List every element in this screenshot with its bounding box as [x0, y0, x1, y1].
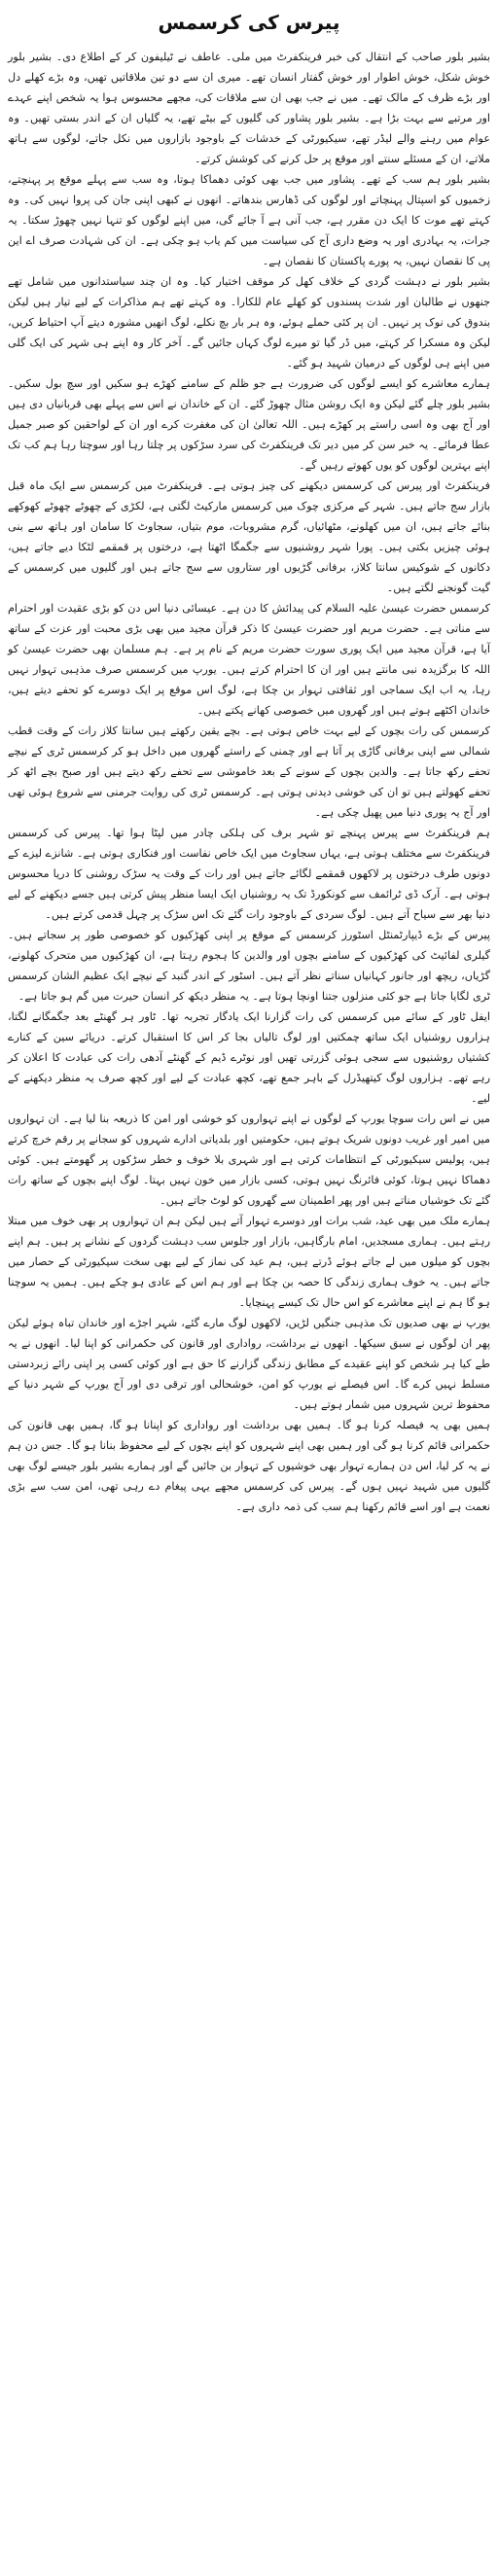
article-paragraph: ہم فرینکفرٹ سے پیرس پہنچے تو شہر برف کی ہلکی چادر میں لپٹا ہوا تھا۔ پیرس کی کرسمس فرینکفرٹ سے مختلف ہوتی ہے، یہاں سجاوٹ میں ایک خاص نفاست اور فنکاری ہوتی ہے۔ شانزے لیزے کے دونوں طرف درختوں پر لاکھوں قمقمے لگائے جاتے ہیں اور رات کے وقت یہ سڑک روشنی کا دریا محسوس ہوتی ہے۔ آرک ڈی ٹرائمف سے کونکورڈ تک یہ روشنیاں ایک ایسا منظر پیش کرتی ہیں جسے دیکھنے کے لیے دنیا بھر سے سیاح آتے ہیں۔ لوگ سردی کے باوجود رات گئے تک اس سڑک پر چہل قدمی کرتے ہیں۔	[8, 827, 490, 921]
article-paragraph: کرسمس حضرت عیسیٰ علیہ السلام کی پیدائش کا دن ہے۔ عیسائی دنیا اس دن کو بڑی عقیدت اور احترام سے مناتی ہے۔ حضرت مریم اور حضرت عیسیٰ کا ذکر قرآن مجید میں بھی بڑی محبت اور عزت کے ساتھ آیا ہے، قرآن مجید میں ایک پوری سورت حضرت مریم کے نام پر ہے۔ ہم مسلمان بھی حضرت عیسیٰ کو اللہ کا برگزیدہ نبی مانتے ہیں اور ان کا احترام کرتے ہیں۔ یورپ میں کرسمس صرف مذہبی تہوار نہیں رہا، یہ اب ایک سماجی اور ثقافتی تہوار بن چکا ہے، لوگ اس موقع پر ایک دوسرے کو تحفے دیتے ہیں، خاندان اکٹھے ہوتے ہیں اور گھروں میں خصوصی کھانے پکتے ہیں۔	[8, 602, 490, 717]
article-paragraph: ہمارے معاشرے کو ایسے لوگوں کی ضرورت ہے جو ظلم کے سامنے کھڑے ہو سکیں اور سچ بول سکیں۔ بشیر بلور چلے گئے لیکن وہ ایک روشن مثال چھوڑ گئے۔ ان کے خاندان نے اس سے پہلے بھی قربانیاں دی ہیں اور آج بھی وہ اسی راستے پر کھڑے ہیں۔ اللہ تعالیٰ ان کی مغفرت کرے اور ان کے لواحقین کو صبر جمیل عطا فرمائے۔ یہ خبر سن کر میں دیر تک فرینکفرٹ کی سرد سڑکوں پر چلتا رہا اور سوچتا رہا ہم کب تک اپنے بہترین لوگوں کو یوں کھوتے رہیں گے۔	[8, 377, 490, 472]
article-paragraph: میں نے اس رات سوچا یورپ کے لوگوں نے اپنے تہواروں کو خوشی اور امن کا ذریعہ بنا لیا ہے۔ ان تہواروں میں امیر اور غریب دونوں شریک ہوتے ہیں، حکومتیں اور بلدیاتی ادارے شہروں کو سجانے پر رقم خرچ کرتے ہیں، پولیس سیکیورٹی کے انتظامات کرتی ہے اور شہری بلا خوف و خطر سڑکوں پر گھومتے ہیں۔ کوئی دھماکا نہیں ہوتا، کوئی فائرنگ نہیں ہوتی، کسی بازار میں خون نہیں بہتا۔ لوگ اپنے بچوں کے ساتھ رات گئے تک خوشیاں مناتے ہیں اور پھر اطمینان سے گھروں کو لوٹ جاتے ہیں۔	[8, 1112, 490, 1207]
article-paragraph: بشیر بلور صاحب کے انتقال کی خبر فرینکفرٹ میں ملی۔ عاطف نے ٹیلیفون کر کے اطلاع دی۔ بشیر بلور خوش شکل، خوش اطوار اور خوش گفتار انسان تھے۔ میری ان سے دو تین ملاقاتیں تھیں، وہ بڑے کھلے دل اور بڑے ظرف کے مالک تھے۔ میں نے جب بھی ان سے ملاقات کی، مجھے محسوس ہوا یہ شخص اپنے عہدے اور مرتبے سے بہت بڑا ہے۔ بشیر بلور پشاور کی گلیوں کے بیٹے تھے، یہ گلیاں ان کے اندر بستی تھیں۔ وہ عوام میں رہنے والے لیڈر تھے، سیکیورٹی کے خدشات کے باوجود بازاروں میں نکل جاتے، لوگوں سے ہاتھ ملاتے، ان کے مسئلے سنتے اور موقع پر حل کرنے کی کوشش کرتے۔	[8, 51, 490, 165]
article-paragraph: یورپ نے بھی صدیوں تک مذہبی جنگیں لڑیں، لاکھوں لوگ مارے گئے، شہر اجڑے اور خاندان تباہ ہوئے لیکن پھر ان لوگوں نے سبق سیکھا۔ انھوں نے برداشت، رواداری اور قانون کی حکمرانی کو اپنا لیا۔ انھوں نے یہ طے کیا ہر شخص کو اپنے عقیدے کے مطابق زندگی گزارنے کا حق ہے اور کوئی کسی پر اپنی رائے زبردستی مسلط نہیں کرے گا۔ اس فیصلے نے یورپ کو امن، خوشحالی اور ترقی دی اور آج یورپ کے شہر دنیا کے محفوظ ترین شہروں میں شمار ہوتے ہیں۔	[8, 1317, 490, 1411]
article-title: پیرس کی کرسمس	[158, 11, 340, 34]
article-paragraph: فرینکفرٹ اور پیرس کی کرسمس دیکھنے کی چیز ہوتی ہے۔ فرینکفرٹ میں کرسمس سے ایک ماہ قبل بازار سج جاتے ہیں۔ شہر کے مرکزی چوک میں کرسمس مارکیٹ لگتی ہے، لکڑی کے چھوٹے چھوٹے کھوکھے بنائے جاتے ہیں، ان میں کھلونے، مٹھائیاں، گرم مشروبات، موم بتیاں، سجاوٹ کا سامان اور ہاتھ سے بنی ہوئی چیزیں بکتی ہیں۔ پورا شہر روشنیوں سے جگمگا اٹھتا ہے، درختوں پر قمقمے لٹکا دیے جاتے ہیں، دکانوں کے شوکیس سانتا کلاز، برفانی گڑیوں اور ستاروں سے سج جاتے ہیں اور گلیوں میں کرسمس کے گیت گونجنے لگتے ہیں۔	[8, 479, 490, 594]
article-paragraph: کرسمس کی رات بچوں کے لیے بہت خاص ہوتی ہے۔ بچے یقین رکھتے ہیں سانتا کلاز رات کے وقت قطب شمالی سے اپنی برفانی گاڑی پر آتا ہے اور چمنی کے راستے گھروں میں داخل ہو کر کرسمس ٹری کے نیچے تحفے رکھ جاتا ہے۔ والدین بچوں کے سونے کے بعد خاموشی سے تحفے رکھ دیتے ہیں اور صبح بچے اٹھ کر تحفے کھولتے ہیں تو ان کی خوشی دیدنی ہوتی ہے۔ کرسمس ٹری کی روایت جرمنی سے شروع ہوئی تھی اور آج یہ پوری دنیا میں پھیل چکی ہے۔	[8, 724, 490, 819]
article-body	[8, 47, 490, 1517]
article-paragraph: ایفل ٹاور کے سائے میں کرسمس کی رات گزارنا ایک یادگار تجربہ تھا۔ ٹاور ہر گھنٹے بعد جگمگانے لگتا، ہزاروں روشنیاں ایک ساتھ چمکتیں اور لوگ تالیاں بجا کر اس کا استقبال کرتے۔ دریائے سین کے کنارے کشتیاں روشنیوں سے سجی ہوئی گزرتی تھیں اور نوٹرے ڈیم کے گھنٹے آدھی رات کی عبادت کا اعلان کر رہے تھے۔ ہزاروں لوگ کیتھیڈرل کے باہر جمع تھے، کچھ عبادت کے لیے اور کچھ صرف یہ منظر دیکھنے کے لیے۔	[8, 1010, 490, 1105]
article-paragraph: بشیر بلور نے دہشت گردی کے خلاف کھل کر موقف اختیار کیا۔ وہ ان چند سیاستدانوں میں شامل تھے جنھوں نے طالبان اور شدت پسندوں کو کھلے عام للکارا۔ وہ کہتے تھے ہم مذاکرات کے لیے تیار ہیں لیکن بندوق کی نوک پر نہیں۔ ان پر کئی حملے ہوئے، وہ ہر بار بچ نکلے، لوگ انھیں مشورہ دیتے آپ احتیاط کریں، لیکن وہ مسکرا کر کہتے، میں ڈر گیا تو میرے لوگ کہاں جائیں گے۔ آخر کار وہ اپنے ہی شہر کی ایک گلی میں اپنے ہی لوگوں کے درمیان شہید ہو گئے۔	[8, 275, 490, 370]
article-paragraph: بشیر بلور ہم سب کے تھے۔ پشاور میں جب بھی کوئی دھماکا ہوتا، وہ سب سے پہلے موقع پر پہنچتے، زخمیوں کو اسپتال پہنچاتے اور لوگوں کی ڈھارس بندھاتے۔ انھوں نے کبھی اپنی جان کی پروا نہیں کی۔ وہ کہتے تھے موت کا ایک دن مقرر ہے، جب آنی ہے آ جائے گی، میں اپنے لوگوں کو تنہا نہیں چھوڑ سکتا۔ یہ جرات، یہ بہادری اور یہ وضع داری آج کی سیاست میں کم یاب ہو چکی ہے۔ ان کی شہادت صرف اے این پی کا نقصان نہیں، یہ پورے پاکستان کا نقصان ہے۔	[8, 173, 490, 267]
article-paragraph: ہمیں بھی یہ فیصلہ کرنا ہو گا۔ ہمیں بھی برداشت اور رواداری کو اپنانا ہو گا، ہمیں بھی قانون کی حکمرانی قائم کرنا ہو گی اور ہمیں بھی اپنے شہروں کو اپنے بچوں کے لیے محفوظ بنانا ہو گا۔ جس دن ہم نے یہ کر لیا، اس دن ہمارے تہوار بھی خوشیوں کے تہوار بن جائیں گے اور ہمارے بشیر بلور جیسے لوگ بھی گلیوں میں شہید نہیں ہوں گے۔ پیرس کی کرسمس مجھے یہی پیغام دے رہی تھی، امن سب سے بڑی نعمت ہے اور اسے قائم رکھنا ہم سب کی ذمہ داری ہے۔	[8, 1419, 490, 1513]
article-paragraph: ہمارے ملک میں بھی عید، شب برات اور دوسرے تہوار آتے ہیں لیکن ہم ان تہواروں پر بھی خوف میں مبتلا رہتے ہیں۔ ہماری مسجدیں، امام بارگاہیں، بازار اور جلوس سب دہشت گردوں کے نشانے پر ہیں۔ ہم اپنے بچوں کو میلوں میں لے جاتے ہوئے ڈرتے ہیں، ہم عید کی نماز کے لیے بھی سخت سیکیورٹی کے حصار میں جاتے ہیں۔ یہ خوف ہماری زندگی کا حصہ بن چکا ہے اور ہم اس کے عادی ہو چکے ہیں۔ ہمیں یہ سوچنا ہو گا ہم نے اپنے معاشرے کو اس حال تک کیسے پہنچایا۔	[8, 1215, 490, 1309]
article-paragraph: پیرس کے بڑے ڈیپارٹمنٹل اسٹورز کرسمس کے موقع پر اپنی کھڑکیوں کو خصوصی طور پر سجاتے ہیں۔ گیلری لفائیٹ کی کھڑکیوں کے سامنے بچوں اور والدین کا ہجوم رہتا ہے، ان کھڑکیوں میں متحرک کھلونے، گڑیاں، ریچھ اور جانور کہانیاں سناتے نظر آتے ہیں۔ اسٹور کے اندر گنبد کے نیچے ایک عظیم الشان کرسمس ٹری لگایا جاتا ہے جو کئی منزلوں جتنا اونچا ہوتا ہے۔ یہ منظر دیکھ کر انسان حیرت میں گم ہو جاتا ہے۔	[8, 929, 490, 1003]
